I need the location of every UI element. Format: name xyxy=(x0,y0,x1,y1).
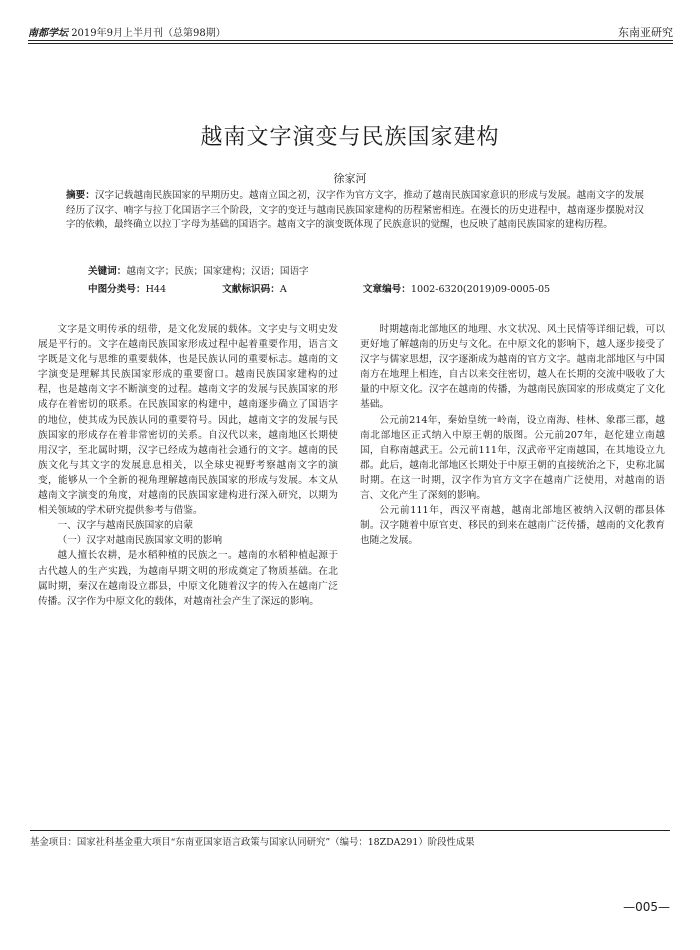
clc-value: H44 xyxy=(145,284,167,295)
body-paragraph: 越人擅长农耕，是水稻种植的民族之一。越南的水稻种植起源于古代越人的生产实践，为越南早期文明的形成奠定了物质基础。在北属时期，秦汉在越南设立郡县，中原文化随着汉字的传入在越南广泛传播。汉字作为中原文化的载体，对越南社会产生了深远的影响。 xyxy=(38,550,338,607)
article-title: 越南文字演变与民族国家建构 xyxy=(200,125,500,150)
body-paragraph: 时期越南北部地区的地理、水文状况、风土民情等详细记载，可以更好地了解越南的历史与文化。在中原文化的影响下，越人逐步接受了汉字与儒家思想，汉字逐渐成为越南的官方文字。越南北部地区与中国南方在地理上相连，自古以来交往密切，越人在长期的交流中吸收了大量的中原文化。汉字在越南的传播，为越南民族国家的形成奠定了文化基础。 xyxy=(360,324,665,411)
footnote-rule xyxy=(30,830,670,831)
section-heading: 一、汉字与越南民族国家的启蒙 xyxy=(57,520,194,532)
intro-paragraph: 文字是文明传承的纽带，是文化发展的载体。文字史与文明史发展是平行的。文字在越南民族国家形成过程中起着重要作用，语言文字既是文化与思维的重要载体，也是民族认同的重要标志。越南的文字演变是理解其民族国家形成的重要窗口。越南民族国家建构的过程，也是越南文字不断演变的过程。越南文字的发展与民族国家的形成存在着密切的联系。在民族国家的构建中，越南逐步确立了国语字的地位，使其成为民族认同的重要符号。因此，越南文字的发展与民族国家的形成存在着非常密切的关系。自汉代以来，越南地区长期使用汉字，至北属时期，汉字已经成为越南社会通行的文字。越南的民族文化与其文字的发展息息相关，以全球史视野考察越南文字的演变，能够从一个全新的视角理解越南民族国家的形成与发展。本文从越南文字演变的角度，对越南的民族国家建构进行深入研究，以期为相关领域的学术研究提供参考与借鉴。 xyxy=(38,324,338,517)
clc-label: 中图分类号： xyxy=(88,284,146,295)
journal-info xyxy=(28,24,226,39)
body-right-column xyxy=(360,322,665,548)
doc-code-label: 文献标识码： xyxy=(222,284,280,295)
body-paragraph: 公元前214年，秦始皇统一岭南，设立南海、桂林、象郡三郡，越南北部地区正式纳入中原王朝的版图。公元前207年，赵佗建立南越国，自称南越武王。公元前111年，汉武帝平定南越国，在其地设立九郡。此后，越南北部地区长期处于中原王朝的直接统治之下，史称北属时期。在这一时期，汉字作为官方文字在越南广泛使用，对越南的语言、文化产生了深刻的影响。 xyxy=(360,414,665,502)
abstract xyxy=(66,189,644,233)
abstract-label: 摘要： xyxy=(66,190,95,201)
body-paragraph: 公元前111年，西汉平南越，越南北部地区被纳入汉朝的郡县体制。汉字随着中原官吏、移民的到来在越南广泛传播，越南的文化教育也随之发展。 xyxy=(360,505,665,547)
abstract-text: 汉字记载越南民族国家的早期历史。越南立国之初，汉字作为官方文字，推动了越南民族国家意识的形成与发展。越南文字的发展经历了汉字、喃字与拉丁化国语字三个阶段，文字的变迁与越南民族国家建构的历程紧密相连。在漫长的历史进程中，越南逐步摆脱对汉字的依赖，最终确立以拉丁字母为基础的国语字。越南文字的演变既体现了民族意识的觉醒，也反映了越南民族国家的建构历程。 xyxy=(66,190,645,230)
subsection-heading: （一）汉字对越南民族国家文明的影响 xyxy=(57,535,223,547)
header-rule-thin xyxy=(28,43,673,44)
keywords xyxy=(88,265,648,279)
funding-footnote: 基金项目：国家社科基金重大项目“东南亚国家语言政策与国家认同研究”（编号：18ZDA291）阶段性成果 xyxy=(30,837,475,848)
issue-info: 2019年9月上半月刊（总第98期） xyxy=(71,28,226,39)
body-left-column xyxy=(38,322,338,609)
header-rule xyxy=(28,40,673,41)
classification-row xyxy=(88,283,648,297)
page-number: —005— xyxy=(623,900,670,914)
article-author: 徐家河 xyxy=(333,172,367,185)
keywords-text: 越南文字；民族；国家建构；汉语；国语字 xyxy=(126,266,309,277)
article-no-value: 1002-6320(2019)09-0005-05 xyxy=(410,284,551,295)
article-no-label: 文章编号： xyxy=(362,284,411,295)
doc-code-value: A xyxy=(279,284,287,295)
section-name: 东南亚研究 xyxy=(618,26,673,39)
journal-name: 南都学坛 xyxy=(28,28,68,39)
keywords-label: 关键词： xyxy=(88,266,127,277)
